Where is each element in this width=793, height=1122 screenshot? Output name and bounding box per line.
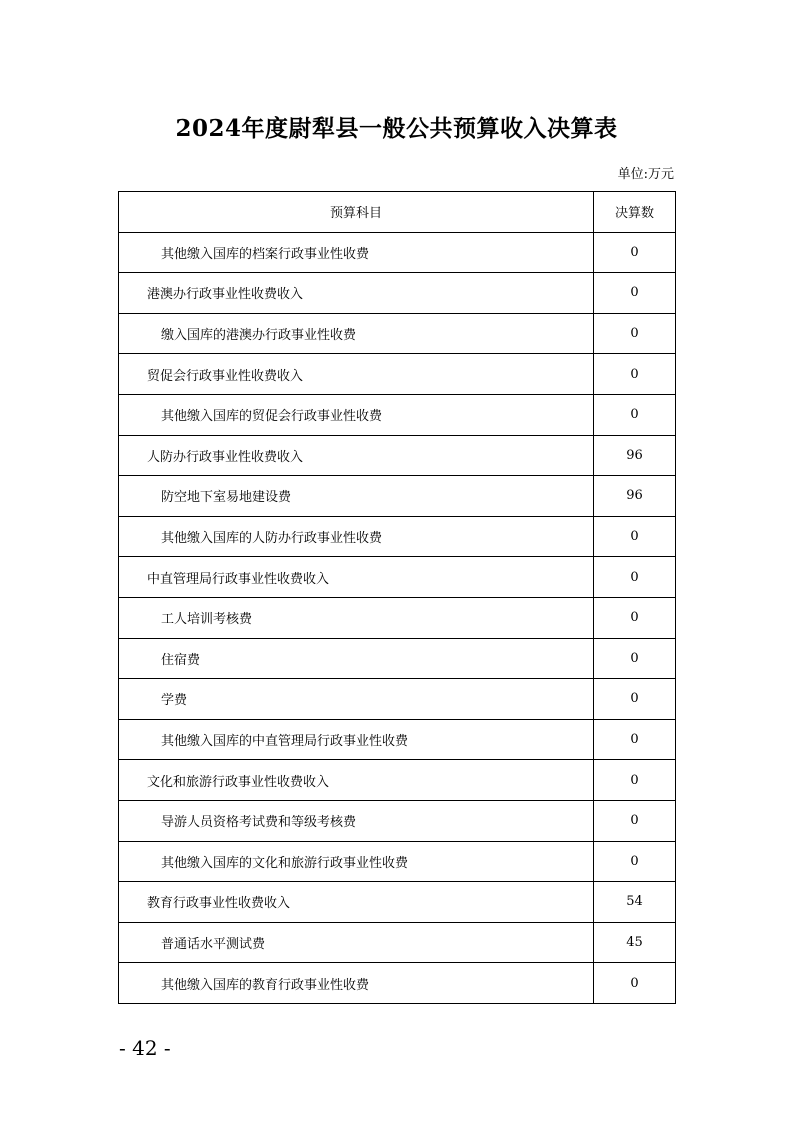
final-amount-cell: 45: [594, 922, 676, 963]
final-amount-cell: 0: [594, 597, 676, 638]
budget-subject-cell: 文化和旅游行政事业性收费收入: [119, 760, 594, 801]
table-row: [119, 476, 676, 517]
budget-table: [118, 191, 676, 1004]
final-amount-cell: 0: [594, 963, 676, 1004]
final-amount-cell: 0: [594, 557, 676, 598]
final-amount-cell: 0: [594, 760, 676, 801]
table-row: [119, 963, 676, 1004]
table-row: [119, 516, 676, 557]
budget-subject-cell: 贸促会行政事业性收费收入: [119, 354, 594, 395]
budget-subject-cell: 其他缴入国库的档案行政事业性收费: [119, 232, 594, 273]
final-amount-cell: 0: [594, 394, 676, 435]
table-row: [119, 313, 676, 354]
budget-subject-cell: 教育行政事业性收费收入: [119, 882, 594, 923]
final-amount-cell: 0: [594, 354, 676, 395]
final-amount-cell: 96: [594, 435, 676, 476]
final-amount-cell: 0: [594, 841, 676, 882]
final-amount-cell: 0: [594, 638, 676, 679]
budget-subject-cell: 其他缴入国库的贸促会行政事业性收费: [119, 394, 594, 435]
table-row: [119, 800, 676, 841]
budget-subject-cell: 人防办行政事业性收费收入: [119, 435, 594, 476]
budget-subject-cell: 港澳办行政事业性收费收入: [119, 273, 594, 314]
table-row: [119, 557, 676, 598]
table-row: [119, 232, 676, 273]
final-amount-cell: 0: [594, 313, 676, 354]
final-amount-cell: 0: [594, 679, 676, 720]
header-final-amount: 决算数: [594, 192, 676, 233]
table-row: [119, 882, 676, 923]
table-body: [119, 232, 676, 1003]
budget-subject-cell: 学费: [119, 679, 594, 720]
page-number: - 42 -: [119, 1036, 171, 1060]
unit-label: 单位:万元: [617, 167, 674, 182]
header-budget-subject: 预算科目: [119, 192, 594, 233]
table-row: [119, 273, 676, 314]
table-row: [119, 922, 676, 963]
table-row: [119, 841, 676, 882]
budget-subject-cell: 中直管理局行政事业性收费收入: [119, 557, 594, 598]
budget-subject-cell: 缴入国库的港澳办行政事业性收费: [119, 313, 594, 354]
final-amount-cell: 54: [594, 882, 676, 923]
budget-subject-cell: 普通话水平测试费: [119, 922, 594, 963]
table-row: [119, 435, 676, 476]
budget-subject-cell: 其他缴入国库的中直管理局行政事业性收费: [119, 719, 594, 760]
budget-subject-cell: 其他缴入国库的教育行政事业性收费: [119, 963, 594, 1004]
budget-subject-cell: 住宿费: [119, 638, 594, 679]
final-amount-cell: 0: [594, 232, 676, 273]
table-row: [119, 760, 676, 801]
final-amount-cell: 0: [594, 516, 676, 557]
budget-subject-cell: 导游人员资格考试费和等级考核费: [119, 800, 594, 841]
table-row: [119, 638, 676, 679]
final-amount-cell: 96: [594, 476, 676, 517]
table-header-row: [119, 192, 676, 233]
table-row: [119, 679, 676, 720]
table-row: [119, 719, 676, 760]
document-title: 2024年度尉犁县一般公共预算收入决算表: [175, 115, 618, 142]
table-row: [119, 394, 676, 435]
budget-subject-cell: 其他缴入国库的人防办行政事业性收费: [119, 516, 594, 557]
final-amount-cell: 0: [594, 800, 676, 841]
table-row: [119, 597, 676, 638]
budget-subject-cell: 其他缴入国库的文化和旅游行政事业性收费: [119, 841, 594, 882]
final-amount-cell: 0: [594, 273, 676, 314]
table-row: [119, 354, 676, 395]
budget-subject-cell: 防空地下室易地建设费: [119, 476, 594, 517]
budget-subject-cell: 工人培训考核费: [119, 597, 594, 638]
final-amount-cell: 0: [594, 719, 676, 760]
